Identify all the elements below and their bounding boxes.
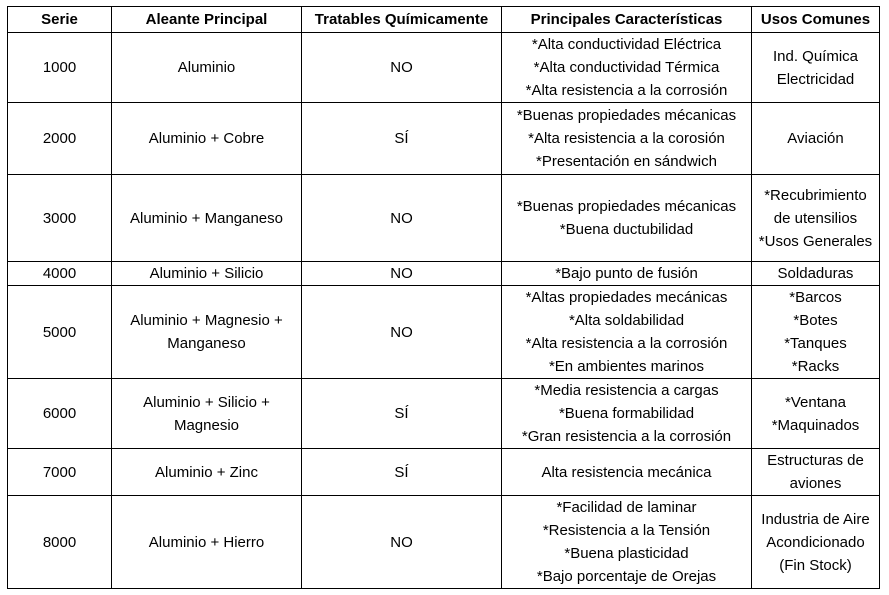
usos-cell (752, 262, 880, 286)
uso-line: *Recubrimiento (764, 186, 867, 204)
uso-line: aviones (789, 475, 842, 492)
caracteristicas-cell (502, 496, 752, 589)
aleante-text: Aluminio + Magnesio + Manganeso (130, 312, 283, 352)
caracteristica-line: *En ambientes marinos (548, 358, 705, 375)
aleante-cell: Aluminio + Silicio (112, 262, 302, 286)
serie-cell: 7000 (8, 449, 112, 496)
header-serie: Serie (8, 7, 112, 33)
caracteristica-line: *Buenas propiedades mécanicas (516, 198, 737, 215)
tratable-cell: NO (302, 33, 502, 103)
caracteristica-line: *Facilidad de laminar (556, 499, 697, 516)
table-row (8, 103, 880, 175)
usos-cell (752, 379, 880, 449)
serie-cell: 6000 (8, 379, 112, 449)
aleante-cell: Aluminio + Cobre (112, 103, 302, 175)
aleante-cell: Aluminio (112, 33, 302, 103)
usos-cell (752, 286, 880, 379)
uso-line: (Fin Stock) (779, 556, 852, 574)
caracteristica-line: *Presentación en sándwich (536, 153, 717, 170)
caracteristica-line: *Alta resistencia a la corosión (528, 130, 725, 147)
table-body (8, 33, 880, 589)
tratable-cell: NO (302, 286, 502, 379)
header-aleante: Aleante Principal (112, 7, 302, 33)
aleante-cell: Aluminio + Hierro (112, 496, 302, 589)
table-row (8, 33, 880, 103)
table-row (8, 175, 880, 262)
tratable-cell: NO (302, 262, 502, 286)
header-row (8, 7, 880, 33)
caracteristicas-cell (502, 379, 752, 449)
caracteristica-line: *Buena formabilidad (558, 405, 695, 422)
caracteristica-line: *Buena ductubilidad (559, 221, 694, 238)
table-row (8, 496, 880, 589)
table-row (8, 262, 880, 286)
caracteristica-line: *Alta resistencia a la corrosión (525, 335, 728, 352)
header-usos: Usos Comunes (752, 7, 880, 33)
serie-cell: 1000 (8, 33, 112, 103)
serie-cell: 5000 (8, 286, 112, 379)
caracteristicas-cell (502, 262, 752, 286)
aleante-cell: Aluminio + Zinc (112, 449, 302, 496)
tratable-cell: SÍ (302, 103, 502, 175)
caracteristicas-cell (502, 286, 752, 379)
table-header (8, 7, 880, 33)
table-row (8, 449, 880, 496)
caracteristica-line: *Alta soldabilidad (568, 312, 685, 329)
caracteristica-line: *Altas propiedades mecánicas (525, 289, 728, 306)
uso-line: Estructuras de (767, 452, 864, 469)
aleante-cell: Aluminio + Manganeso (112, 175, 302, 262)
table-row (8, 286, 880, 379)
serie-cell: 2000 (8, 103, 112, 175)
header-tratables: Tratables Químicamente (302, 7, 502, 33)
caracteristicas-cell (502, 103, 752, 175)
serie-cell: 3000 (8, 175, 112, 262)
serie-cell: 8000 (8, 496, 112, 589)
caracteristica-line: *Media resistencia a cargas (534, 382, 719, 399)
uso-line: Industria de Aire (761, 510, 870, 528)
caracteristica-line: *Bajo punto de fusión (555, 265, 698, 282)
caracteristica-line: Alta resistencia mecánica (541, 463, 712, 481)
tratable-cell: SÍ (302, 379, 502, 449)
uso-line: *Racks (791, 358, 840, 375)
caracteristica-line: *Bajo porcentaje de Orejas (536, 568, 717, 585)
uso-line: Acondicionado (766, 533, 865, 551)
uso-line: *Maquinados (771, 416, 860, 434)
aleante-text: Aluminio + Silicio + Magnesio (143, 393, 270, 434)
header-caracteristicas: Principales Características (502, 7, 752, 33)
aleante-cell (112, 379, 302, 449)
uso-line: *Ventana (785, 393, 846, 411)
uso-line: *Barcos (789, 289, 842, 306)
caracteristica-line: *Alta conductividad Eléctrica (531, 36, 722, 53)
caracteristica-line: *Buena plasticidad (564, 545, 689, 562)
caracteristicas-cell (502, 33, 752, 103)
tratable-cell: NO (302, 496, 502, 589)
uso-line: Aviación (787, 130, 844, 147)
tratable-cell: SÍ (302, 449, 502, 496)
tratable-cell: NO (302, 175, 502, 262)
aleante-cell (112, 286, 302, 379)
serie-cell: 4000 (8, 262, 112, 286)
usos-cell (752, 449, 880, 496)
uso-line: *Usos Generales (758, 232, 873, 250)
aluminum-series-table (7, 6, 880, 589)
uso-line: Electricidad (776, 70, 855, 88)
usos-cell (752, 175, 880, 262)
uso-line: *Botes (793, 312, 838, 329)
caracteristica-line: *Buenas propiedades mécanicas (516, 107, 737, 124)
uso-line: Ind. Química (772, 47, 859, 65)
uso-line: *Tanques (784, 335, 847, 352)
usos-cell (752, 33, 880, 103)
uso-line: de utensilios (773, 209, 858, 227)
usos-cell (752, 103, 880, 175)
uso-line: Soldaduras (777, 265, 854, 282)
caracteristica-line: *Resistencia a la Tensión (542, 522, 711, 539)
caracteristicas-cell (502, 175, 752, 262)
caracteristica-line: *Gran resistencia a la corrosión (521, 428, 732, 445)
caracteristica-line: *Alta resistencia a la corrosión (525, 82, 728, 99)
table-row (8, 379, 880, 449)
usos-cell (752, 496, 880, 589)
caracteristica-line: *Alta conductividad Térmica (533, 59, 720, 76)
caracteristicas-cell (502, 449, 752, 496)
